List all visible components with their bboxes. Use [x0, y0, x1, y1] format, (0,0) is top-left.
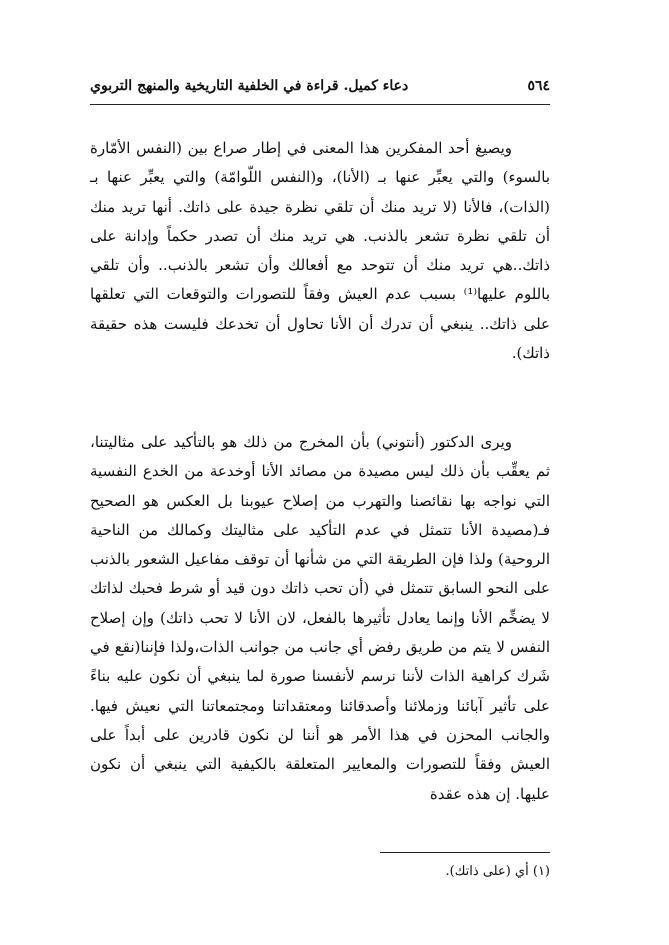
paragraph-1: ويصيغ أحد المفكرين هذا المعنى في إطار صراع بين (النفس الأمّارة بالسوء) والتي يعبِّر عنها بـ (الأنا)، و(النفس اللّوامّة) والتي يعبِّر عنها بـ (الذات)، فالأنا (لا تريد منك أن تلقي نظرة جيدة على ذاتك. أنها تريد منك أن تلقي نظرة تشعر بالذنب. هي تريد منك أن تصدر حكماً وإدانة على ذاتك..هي تريد منك أن تتوحد مع أفعالك وأن تشعر بالذنب.. وأن تلقي باللوم عليها⁽¹⁾ بسبب عدم العيش وفقاً للتصورات والتوقعات التي تعلقها على ذاتك.. ينبغي أن تدرك أن الأنا تحاول أن تخدعك فليست هذه حقيقة ذاتك). [90, 139, 550, 363]
body-section-1 [90, 134, 550, 368]
page-number: ٥٦٤ [527, 78, 550, 94]
header-rule [90, 104, 550, 105]
paragraph-2: ويرى الدكتور (أنتوني) بأن المخرج من ذلك هو بالتأكيد على مثاليتنا، ثم يعقِّب بأن ذلك ليس مصيدة من مصائد الأنا أوخدعة من الخدع النفسية التي نواجه بها نقائصنا والتهرب من إصلاح عيوبنا بل العكس هو الصحيح فـ(مصيدة الأنا تتمثل في عدم التأكيد على مثاليتك وكمالك من الناحية الروحية) ولذا فإن الطريقة التي من شأنها أن توقف مفاعيل الشعور بالذنب على النحو السابق تتمثل في (أن تحب ذاتك دون قيد أو شرط فحبك لذاتك لا يضخِّم الأنا وإنما يعادل تأثيرها بالفعل، لان الأنا لا تحب ذاتك) وإن إصلاح النفس لا يتم من طريق رفض أي جانب من جوانب الذات،ولذا فإننا(نقع في شَرك كراهية الذات لأننا نرسم لأنفسنا صورة لما ينبغي أن نكون عليه بناءً على تأثير آبائنا وزملائنا وأصدقائنا ومعتقداتنا ومجتمعاتنا التي نعيش فيها. والجانب المحزن في هذا الأمر هو أننا لن نكون قادرين على أبداً على العيش وفقاً للتصورات والمعايير المتعلقة بالكيفية التي ينبغي أن نكون عليها. إن هذه عقدة [90, 433, 550, 803]
footnote [90, 862, 550, 882]
running-title: دعاء كميل. قراءة في الخلفية التاريخية والمنهج التربوي [90, 78, 409, 94]
body-section-2 [90, 428, 550, 809]
footnote-rule [380, 852, 550, 853]
footnote-marker: (١) [532, 864, 550, 879]
running-header [90, 74, 550, 98]
footnote-text: أي (على ذاتك). [445, 864, 529, 879]
